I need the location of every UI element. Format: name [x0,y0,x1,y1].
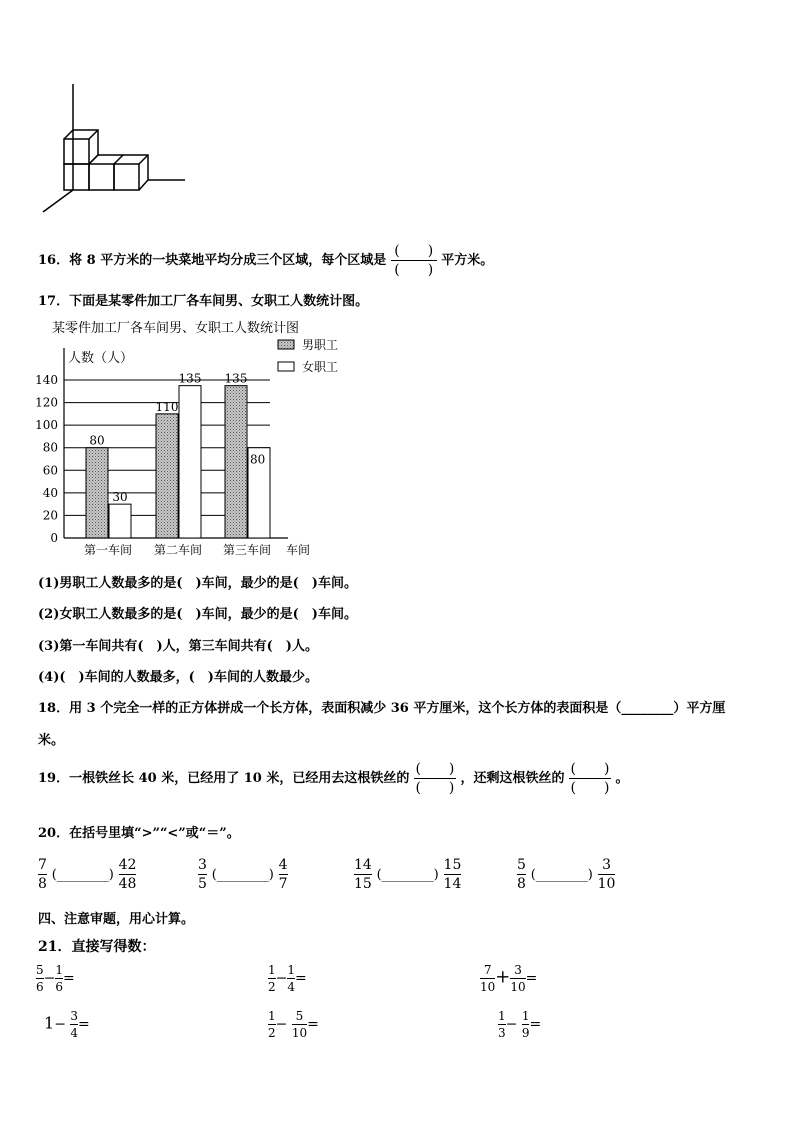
legend-swatch [278,362,294,371]
q20-item-4: $\frac{5}{8}$ (________) $\frac{3}{10}$ [517,857,616,892]
y-tick-label: 0 [50,531,58,545]
q20-item-2: $\frac{3}{5}$ (________) $\frac{4}{7}$ [198,857,288,892]
q18-line2: 米。 [38,733,65,748]
question-19 [38,762,629,795]
q21-expr-6: $\frac{1}{3}$ − $\frac{1}{9}$ = [498,1009,542,1040]
data-label: 135 [224,371,248,386]
q17-sub3: (3)第一车间共有( )人，第三车间共有( )人。 [38,639,318,654]
y-tick-label: 20 [42,508,58,523]
q16-text: 16．将 8 平方米的一块菜地平均分成三个区域，每个区域是 [38,253,387,268]
y-tick-label: 140 [35,373,58,387]
q21-expr-1: $\frac{5}{6}$ − $\frac{1}{6}$ = [36,963,75,994]
y-tick-label: 120 [35,395,58,410]
y-tick-label: 60 [42,463,58,478]
chart-ylabel: 人数（人） [68,351,134,366]
q20-item-1: $\frac{7}{8}$ (________) $\frac{42}{48}$ [38,857,137,892]
q20-blank[interactable]: (________) [376,867,439,883]
q17-sub2: (2)女职工人数最多的是( )车间，最少的是( )车间。 [38,607,357,622]
q19-text3: 。 [615,771,629,786]
y-tick-label: 80 [42,440,58,455]
q17-sub4: (4)( )车间的人数最多，( )车间的人数最少。 [38,670,318,685]
q21-expr-4: 1− $\frac{3}{4}$ = [44,1009,90,1040]
q17-sub1: (1)男职工人数最多的是( )车间，最少的是( )车间。 [38,576,357,591]
q16-unit: 平方米。 [441,253,494,268]
cube-figure [40,82,190,217]
y-tick-label: 100 [35,418,58,433]
bar-chart [35,318,368,563]
q16-blank-fraction[interactable]: $\frac{( )}{( )}$ [391,244,437,277]
q20-blank[interactable]: (________) [211,867,274,883]
question-17-title: 17．下面是某零件加工厂各车间男、女职工人数统计图。 [38,294,369,309]
x-tick-label: 第三车间 [222,543,272,557]
q21-title: 21．直接写得数： [38,939,156,955]
q19-blank-fraction-2[interactable]: $\frac{( )}{( )}$ [570,761,610,796]
bar-男职工 [225,386,247,538]
bar-女职工 [109,504,131,538]
q18-line1: 18．用 3 个完全一样的正方体拼成一个长方体，表面积减少 36 平方厘米，这个长方体的表面积是（________）平方厘 [38,701,726,716]
data-label: 30 [112,490,128,505]
x-tick-label: 第二车间 [153,543,203,557]
q19-text2: ，还剩这根铁丝的 [460,771,565,786]
chart-xlabel: 车间 [286,543,311,557]
q20-title: 20．在括号里填“>”“<”或“＝”。 [38,826,240,841]
question-16 [38,244,493,277]
q21-expr-3: $\frac{7}{10}$ + $\frac{3}{10}$ = [480,963,538,994]
q19-blank-fraction-1[interactable]: $\frac{( )}{( )}$ [415,761,455,796]
q20-blank[interactable]: (________) [51,867,114,883]
y-tick-label: 40 [42,485,58,500]
q19-text1: 19．一根铁丝长 40 米，已经用了 10 米，已经用去这根铁丝的 [38,771,410,786]
data-label: 110 [155,399,179,414]
q20-item-3: $\frac{14}{15}$ (________) $\frac{15}{14}$ [354,857,462,892]
legend-label: 女职工 [302,360,339,374]
legend-swatch [278,340,294,349]
section-4-heading: 四、注意审题，用心计算。 [38,912,195,927]
data-label: 80 [89,433,105,448]
bar-女职工 [179,386,201,538]
data-label: 80 [250,452,266,467]
legend-label: 男职工 [302,338,339,352]
data-label: 135 [178,371,202,386]
bar-男职工 [86,448,108,538]
bar-男职工 [156,414,178,538]
x-tick-label: 第一车间 [83,543,133,557]
q21-expr-5: $\frac{1}{2}$ − $\frac{5}{10}$ = [268,1009,319,1040]
q20-blank[interactable]: (________) [530,867,593,883]
chart-title: 某零件加工厂各车间男、女职工人数统计图 [52,321,300,336]
q21-expr-2: $\frac{1}{2}$ − $\frac{1}{4}$ = [268,963,307,994]
